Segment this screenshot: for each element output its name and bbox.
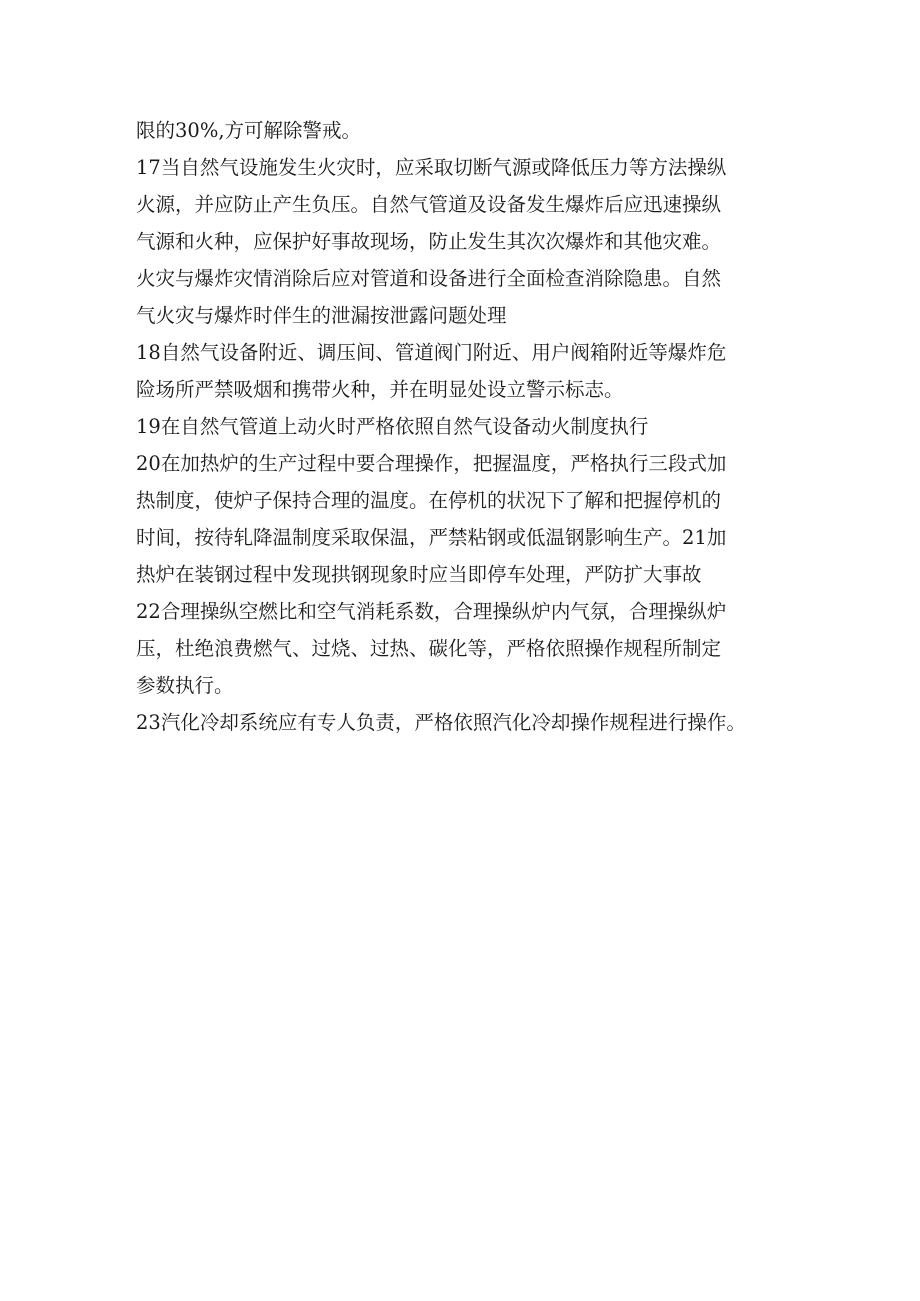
text-line: 火灾与爆炸灾情消除后应对管道和设备进行全面检查消除隐患。自然 (136, 267, 722, 290)
body-text (136, 112, 816, 741)
text-line: 热制度，使炉子保持合理的温度。在停机的状况下了解和把握停机的 (136, 489, 722, 512)
text-line: 热炉在装钢过程中发现拱钢现象时应当即停车处理，严防扩大事故 (136, 563, 702, 586)
text-line: 压，杜绝浪费燃气、过烧、过热、碳化等，严格依照操作规程所制定 (136, 637, 722, 660)
text-line: 火源，并应防止产生负压。自然气管道及设备发生爆炸后应迅速操纵 (136, 193, 722, 216)
text-line: 参数执行。 (136, 674, 234, 697)
text-line: 限的30%,方可解除警戒。 (136, 119, 362, 142)
text-line: 气源和火种，应保护好事故现场，防止发生其次次爆炸和其他灾难。 (136, 230, 722, 253)
text-line: 19在自然气管道上动火时严格依照自然气设备动火制度执行 (136, 415, 649, 438)
text-line: 20在加热炉的生产过程中要合理操作，把握温度，严格执行三段式加 (136, 452, 727, 475)
text-line: 险场所严禁吸烟和携带火种，并在明显处设立警示标志。 (136, 378, 624, 401)
text-line: 气火灾与爆炸时伴生的泄漏按泄露问题处理 (136, 304, 507, 327)
text-line: 23汽化冷却系统应有专人负责，严格依照汽化冷却操作规程进行操作。 (136, 711, 746, 734)
text-line: 时间，按待轧降温制度采取保温，严禁粘钢或低温钢影响生产。21加 (136, 526, 727, 549)
text-line: 17当自然气设施发生火灾时，应采取切断气源或降低压力等方法操纵 (136, 156, 727, 179)
text-line: 22合理操纵空燃比和空气消耗系数，合理操纵炉内气氛，合理操纵炉 (136, 600, 727, 623)
text-line: 18自然气设备附近、调压间、管道阀门附近、用户阀箱附近等爆炸危 (136, 341, 727, 364)
